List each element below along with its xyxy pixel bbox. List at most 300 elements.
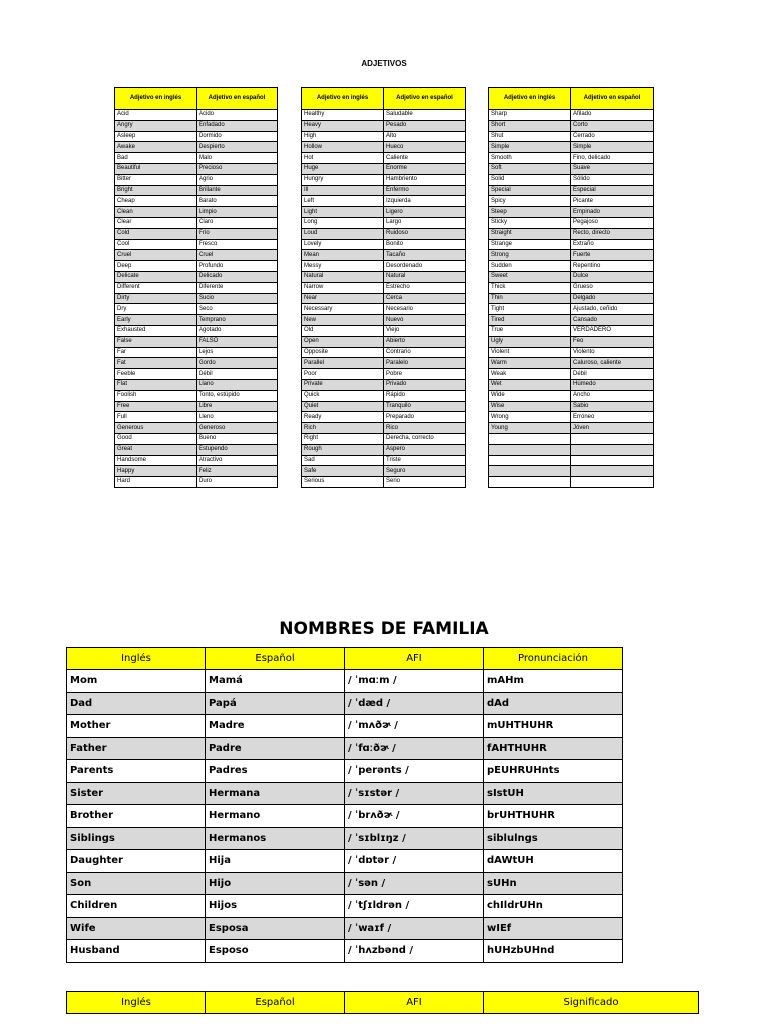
table-cell: Enorme — [384, 163, 466, 174]
meaning-table — [66, 991, 699, 1014]
table-cell: Corto — [571, 120, 654, 131]
table-cell: Hija — [206, 850, 345, 873]
table-cell: Different — [115, 282, 197, 293]
table-cell: Madre — [206, 715, 345, 738]
column-header-spanish: Adjetivo en español — [571, 88, 654, 110]
table-cell: Ill — [302, 185, 384, 196]
table-row — [302, 174, 466, 185]
table-cell: Preparado — [384, 412, 466, 423]
table-cell: Wide — [489, 390, 571, 401]
table-row — [302, 379, 466, 390]
table-cell: Papá — [206, 692, 345, 715]
table-cell: Empinado — [571, 207, 654, 218]
table-cell: Rico — [384, 423, 466, 434]
table-cell: Awake — [115, 142, 197, 153]
table-cell: Safe — [302, 466, 384, 477]
table-row — [67, 805, 623, 828]
table-row — [302, 401, 466, 412]
table-row — [302, 271, 466, 282]
table-row — [489, 120, 654, 131]
table-cell: Angry — [115, 120, 197, 131]
table-cell: Natural — [302, 271, 384, 282]
table-cell: Siblings — [67, 827, 206, 850]
table-cell: Tranquilo — [384, 401, 466, 412]
table-cell: Padre — [206, 737, 345, 760]
column-header-spanish: Adjetivo en español — [384, 88, 466, 110]
table-cell: Father — [67, 737, 206, 760]
table-cell: Grueso — [571, 282, 654, 293]
table-row — [115, 379, 278, 390]
table-cell: / ˈhʌzbənd / — [345, 940, 484, 963]
table-cell: Viejo — [384, 325, 466, 336]
table-cell: Hermana — [206, 782, 345, 805]
table-cell: Mamá — [206, 670, 345, 693]
column-header-afi: AFI — [345, 648, 484, 670]
table-cell: / ˈwaɪf / — [345, 917, 484, 940]
table-cell: Ligero — [384, 207, 466, 218]
table-row — [302, 336, 466, 347]
table-cell: Special — [489, 185, 571, 196]
table-row — [489, 412, 654, 423]
table-row — [302, 412, 466, 423]
table-cell: Sudden — [489, 261, 571, 272]
table-cell: Steep — [489, 207, 571, 218]
table-cell: Sólido — [571, 174, 654, 185]
table-cell: Sabio — [571, 401, 654, 412]
table-cell: Strange — [489, 239, 571, 250]
table-cell: Picante — [571, 196, 654, 207]
table-cell: Delicate — [115, 271, 197, 282]
table-cell: True — [489, 325, 571, 336]
table-cell: dAWtUH — [484, 850, 623, 873]
table-row — [115, 120, 278, 131]
page-title: ADJETIVOS — [361, 59, 407, 68]
table-row — [489, 228, 654, 239]
table-cell: Ruidoso — [384, 228, 466, 239]
table-cell: chIldrUHn — [484, 895, 623, 918]
table-cell: Caliente — [384, 153, 466, 164]
table-cell — [489, 455, 571, 466]
table-cell: Cerca — [384, 293, 466, 304]
table-cell: sUHn — [484, 872, 623, 895]
table-cell: Caluroso, caliente — [571, 358, 654, 369]
column-header-english: Adjetivo en inglés — [115, 88, 197, 110]
table-row — [67, 850, 623, 873]
table-cell: / ˈsɪblɪŋz / — [345, 827, 484, 850]
table-cell: Cruel — [115, 250, 197, 261]
table-cell: Husband — [67, 940, 206, 963]
adjectives-table-3 — [488, 87, 654, 488]
table-cell: Diferente — [197, 282, 278, 293]
table-cell: Delicado — [197, 271, 278, 282]
table-cell: Smooth — [489, 153, 571, 164]
table-row — [115, 131, 278, 142]
family-section-title: NOMBRES DE FAMILIA — [279, 619, 489, 639]
table-cell: Full — [115, 412, 197, 423]
table-cell: Paralelo — [384, 358, 466, 369]
table-row — [302, 282, 466, 293]
table-cell: Despierto — [197, 142, 278, 153]
table-cell: Good — [115, 433, 197, 444]
table-cell: Opposite — [302, 347, 384, 358]
table-cell: Cruel — [197, 250, 278, 261]
table-cell: Contrario — [384, 347, 466, 358]
table-cell: Hijo — [206, 872, 345, 895]
table-row — [489, 423, 654, 434]
table-cell: Spicy — [489, 196, 571, 207]
table-cell: Hambriento — [384, 174, 466, 185]
table-row — [115, 423, 278, 434]
table-row — [489, 217, 654, 228]
table-cell: Necesario — [384, 304, 466, 315]
table-cell: Bright — [115, 185, 197, 196]
table-cell: Dormido — [197, 131, 278, 142]
table-cell: Soft — [489, 163, 571, 174]
table-cell: / ˈmʌðɚ / — [345, 715, 484, 738]
table-cell: Healthy — [302, 110, 384, 121]
table-row — [115, 153, 278, 164]
table-row — [489, 325, 654, 336]
table-row — [302, 358, 466, 369]
table-cell: Shut — [489, 131, 571, 142]
table-cell: Acid — [115, 110, 197, 121]
table-cell: Pegajoso — [571, 217, 654, 228]
table-cell: Bitter — [115, 174, 197, 185]
table-cell: Barato — [197, 196, 278, 207]
table-row — [302, 120, 466, 131]
table-cell: fAHTHUHR — [484, 737, 623, 760]
table-cell: Bonito — [384, 239, 466, 250]
table-row — [302, 423, 466, 434]
table-row — [489, 153, 654, 164]
table-cell — [489, 477, 571, 488]
table-cell: Lleno — [197, 412, 278, 423]
table-cell: Brother — [67, 805, 206, 828]
table-cell: Violent — [489, 347, 571, 358]
table-cell: Handsome — [115, 455, 197, 466]
table-cell: Great — [115, 444, 197, 455]
table-cell: Loud — [302, 228, 384, 239]
table-cell: Frío — [197, 228, 278, 239]
table-cell: Erróneo — [571, 412, 654, 423]
table-cell: Precioso — [197, 163, 278, 174]
table-row — [115, 271, 278, 282]
table-row — [489, 358, 654, 369]
table-cell: Rich — [302, 423, 384, 434]
table-cell: High — [302, 131, 384, 142]
table-cell: Messy — [302, 261, 384, 272]
table-cell: Dad — [67, 692, 206, 715]
table-row — [489, 444, 654, 455]
table-cell: Rough — [302, 444, 384, 455]
table-row — [489, 304, 654, 315]
table-cell: Right — [302, 433, 384, 444]
table-cell: Débil — [571, 369, 654, 380]
table-row — [489, 239, 654, 250]
table-cell: Hueco — [384, 142, 466, 153]
table-cell: Hermanos — [206, 827, 345, 850]
table-cell: Serio — [384, 477, 466, 488]
table-row — [302, 293, 466, 304]
table-cell: Sad — [302, 455, 384, 466]
table-cell: Cool — [115, 239, 197, 250]
table-cell: Atractivo — [197, 455, 278, 466]
table-row — [302, 477, 466, 488]
table-cell: Hot — [302, 153, 384, 164]
table-cell: Violento — [571, 347, 654, 358]
table-cell: Simple — [571, 142, 654, 153]
table-cell: Largo — [384, 217, 466, 228]
table-cell: Sticky — [489, 217, 571, 228]
table-row — [489, 185, 654, 196]
table-row — [115, 369, 278, 380]
table-cell: dAd — [484, 692, 623, 715]
table-cell: Early — [115, 315, 197, 326]
table-cell: Left — [302, 196, 384, 207]
table-cell: VERDADERO — [571, 325, 654, 336]
table-cell: Malo — [197, 153, 278, 164]
table-cell: Ancho — [571, 390, 654, 401]
table-cell: Sister — [67, 782, 206, 805]
table-cell: Flat — [115, 379, 197, 390]
table-row — [115, 239, 278, 250]
table-cell: Cold — [115, 228, 197, 239]
table-cell: Hermano — [206, 805, 345, 828]
table-cell: Seguro — [384, 466, 466, 477]
table-cell: wIEf — [484, 917, 623, 940]
table-cell: Serious — [302, 477, 384, 488]
column-header-significado: Significado — [484, 992, 699, 1014]
table-cell: / ˈbrʌðɚ / — [345, 805, 484, 828]
table-row — [67, 715, 623, 738]
table-cell: Long — [302, 217, 384, 228]
table-cell: Derecha, correcto — [384, 433, 466, 444]
table-row — [489, 261, 654, 272]
table-row — [489, 174, 654, 185]
table-cell: Padres — [206, 760, 345, 783]
table-cell: Huge — [302, 163, 384, 174]
table-cell: Tight — [489, 304, 571, 315]
table-row — [489, 347, 654, 358]
table-row — [489, 271, 654, 282]
table-cell: Foolish — [115, 390, 197, 401]
table-cell: Débil — [197, 369, 278, 380]
table-cell: Ajustado, ceñido — [571, 304, 654, 315]
table-row — [67, 737, 623, 760]
adjectives-table-2 — [301, 87, 466, 488]
table-row — [115, 390, 278, 401]
table-cell — [489, 433, 571, 444]
table-cell: Feo — [571, 336, 654, 347]
table-row — [115, 293, 278, 304]
table-cell — [571, 455, 654, 466]
table-cell: Generous — [115, 423, 197, 434]
table-row — [115, 304, 278, 315]
table-row — [302, 250, 466, 261]
table-row — [489, 466, 654, 477]
table-cell: Hard — [115, 477, 197, 488]
table-cell — [489, 466, 571, 477]
table-cell: FALSO — [197, 336, 278, 347]
table-cell: Enfadado — [197, 120, 278, 131]
table-cell: hUHzbUHnd — [484, 940, 623, 963]
table-cell: / ˈperənts / — [345, 760, 484, 783]
table-cell: Enfermo — [384, 185, 466, 196]
table-cell: Mom — [67, 670, 206, 693]
table-cell: Wet — [489, 379, 571, 390]
table-row — [302, 315, 466, 326]
column-header-ingles: Inglés — [67, 648, 206, 670]
table-cell: Sweet — [489, 271, 571, 282]
table-row — [115, 142, 278, 153]
table-cell: Ácido — [197, 110, 278, 121]
table-cell: / ˈfɑːðɚ / — [345, 737, 484, 760]
table-row — [302, 325, 466, 336]
table-cell: Suave — [571, 163, 654, 174]
table-cell: Pobre — [384, 369, 466, 380]
table-row — [115, 347, 278, 358]
table-cell: siblulngs — [484, 827, 623, 850]
table-cell: Mother — [67, 715, 206, 738]
table-row — [302, 347, 466, 358]
table-cell: Tired — [489, 315, 571, 326]
table-row — [489, 401, 654, 412]
table-cell: Pesado — [384, 120, 466, 131]
table-row — [489, 196, 654, 207]
table-cell: Ready — [302, 412, 384, 423]
table-cell: Cansado — [571, 315, 654, 326]
table-row — [302, 153, 466, 164]
table-row — [489, 336, 654, 347]
table-row — [115, 110, 278, 121]
table-row — [489, 455, 654, 466]
table-row — [302, 217, 466, 228]
family-names-table — [66, 647, 623, 963]
table-cell: Quick — [302, 390, 384, 401]
table-cell: Seco — [197, 304, 278, 315]
table-cell: Duro — [197, 477, 278, 488]
table-cell: Brillante — [197, 185, 278, 196]
table-row — [302, 304, 466, 315]
table-cell: Limpio — [197, 207, 278, 218]
table-row — [115, 207, 278, 218]
table-row — [115, 358, 278, 369]
table-cell: Desordenado — [384, 261, 466, 272]
table-row — [67, 827, 623, 850]
table-cell: Thin — [489, 293, 571, 304]
table-cell: mUHTHUHR — [484, 715, 623, 738]
table-cell: Tonto, estúpido — [197, 390, 278, 401]
table-cell: Repentino — [571, 261, 654, 272]
table-cell: / ˈmɑːm / — [345, 670, 484, 693]
table-row — [67, 940, 623, 963]
table-row — [115, 163, 278, 174]
table-row — [67, 670, 623, 693]
table-cell: Wife — [67, 917, 206, 940]
table-row — [115, 325, 278, 336]
table-cell: Fino, delicado — [571, 153, 654, 164]
table-row — [115, 282, 278, 293]
table-cell: Dirty — [115, 293, 197, 304]
table-row — [489, 131, 654, 142]
table-cell: Húmedo — [571, 379, 654, 390]
table-cell: Sucio — [197, 293, 278, 304]
table-cell: Generoso — [197, 423, 278, 434]
table-cell: Thick — [489, 282, 571, 293]
table-cell: Estupendo — [197, 444, 278, 455]
table-row — [489, 293, 654, 304]
table-cell: Exhausted — [115, 325, 197, 336]
table-cell: Parents — [67, 760, 206, 783]
table-cell: Privado — [384, 379, 466, 390]
table-cell: Gordo — [197, 358, 278, 369]
table-cell: False — [115, 336, 197, 347]
table-row — [115, 412, 278, 423]
table-row — [489, 369, 654, 380]
table-row — [302, 196, 466, 207]
table-row — [115, 433, 278, 444]
table-cell: Strong — [489, 250, 571, 261]
table-cell: / ˈsən / — [345, 872, 484, 895]
column-header-english: Adjetivo en inglés — [302, 88, 384, 110]
table-cell: Sharp — [489, 110, 571, 121]
table-row — [302, 455, 466, 466]
table-cell: / ˈtʃɪldrən / — [345, 895, 484, 918]
table-cell: Cheap — [115, 196, 197, 207]
table-cell: Agrio — [197, 174, 278, 185]
table-cell: Daughter — [67, 850, 206, 873]
table-cell: Rápido — [384, 390, 466, 401]
table-row — [302, 390, 466, 401]
table-row — [489, 207, 654, 218]
table-cell: Deep — [115, 261, 197, 272]
table-cell: / ˈdɒtər / — [345, 850, 484, 873]
table-cell: brUHTHUHR — [484, 805, 623, 828]
table-row — [489, 477, 654, 488]
table-cell: Young — [489, 423, 571, 434]
table-row — [115, 196, 278, 207]
table-cell: mAHm — [484, 670, 623, 693]
table-cell: Lejos — [197, 347, 278, 358]
table-cell: Mean — [302, 250, 384, 261]
column-header-espanol: Español — [206, 648, 345, 670]
table-row — [115, 401, 278, 412]
table-cell: Happy — [115, 466, 197, 477]
table-cell: Delgado — [571, 293, 654, 304]
table-cell: Solid — [489, 174, 571, 185]
table-cell: Asleep — [115, 131, 197, 142]
table-row — [302, 185, 466, 196]
table-cell: Short — [489, 120, 571, 131]
table-cell: Agotado — [197, 325, 278, 336]
table-row — [67, 782, 623, 805]
table-row — [302, 261, 466, 272]
table-cell: Esposo — [206, 940, 345, 963]
table-cell: Abierto — [384, 336, 466, 347]
table-cell: Fat — [115, 358, 197, 369]
column-header-spanish: Adjetivo en español — [197, 88, 278, 110]
table-cell: Llano — [197, 379, 278, 390]
table-row — [302, 433, 466, 444]
table-cell: / ˈsɪstər / — [345, 782, 484, 805]
table-cell: Near — [302, 293, 384, 304]
table-cell: Temprano — [197, 315, 278, 326]
table-row — [115, 455, 278, 466]
table-cell: Beautiful — [115, 163, 197, 174]
table-cell: New — [302, 315, 384, 326]
table-cell: Fuerte — [571, 250, 654, 261]
table-row — [302, 163, 466, 174]
